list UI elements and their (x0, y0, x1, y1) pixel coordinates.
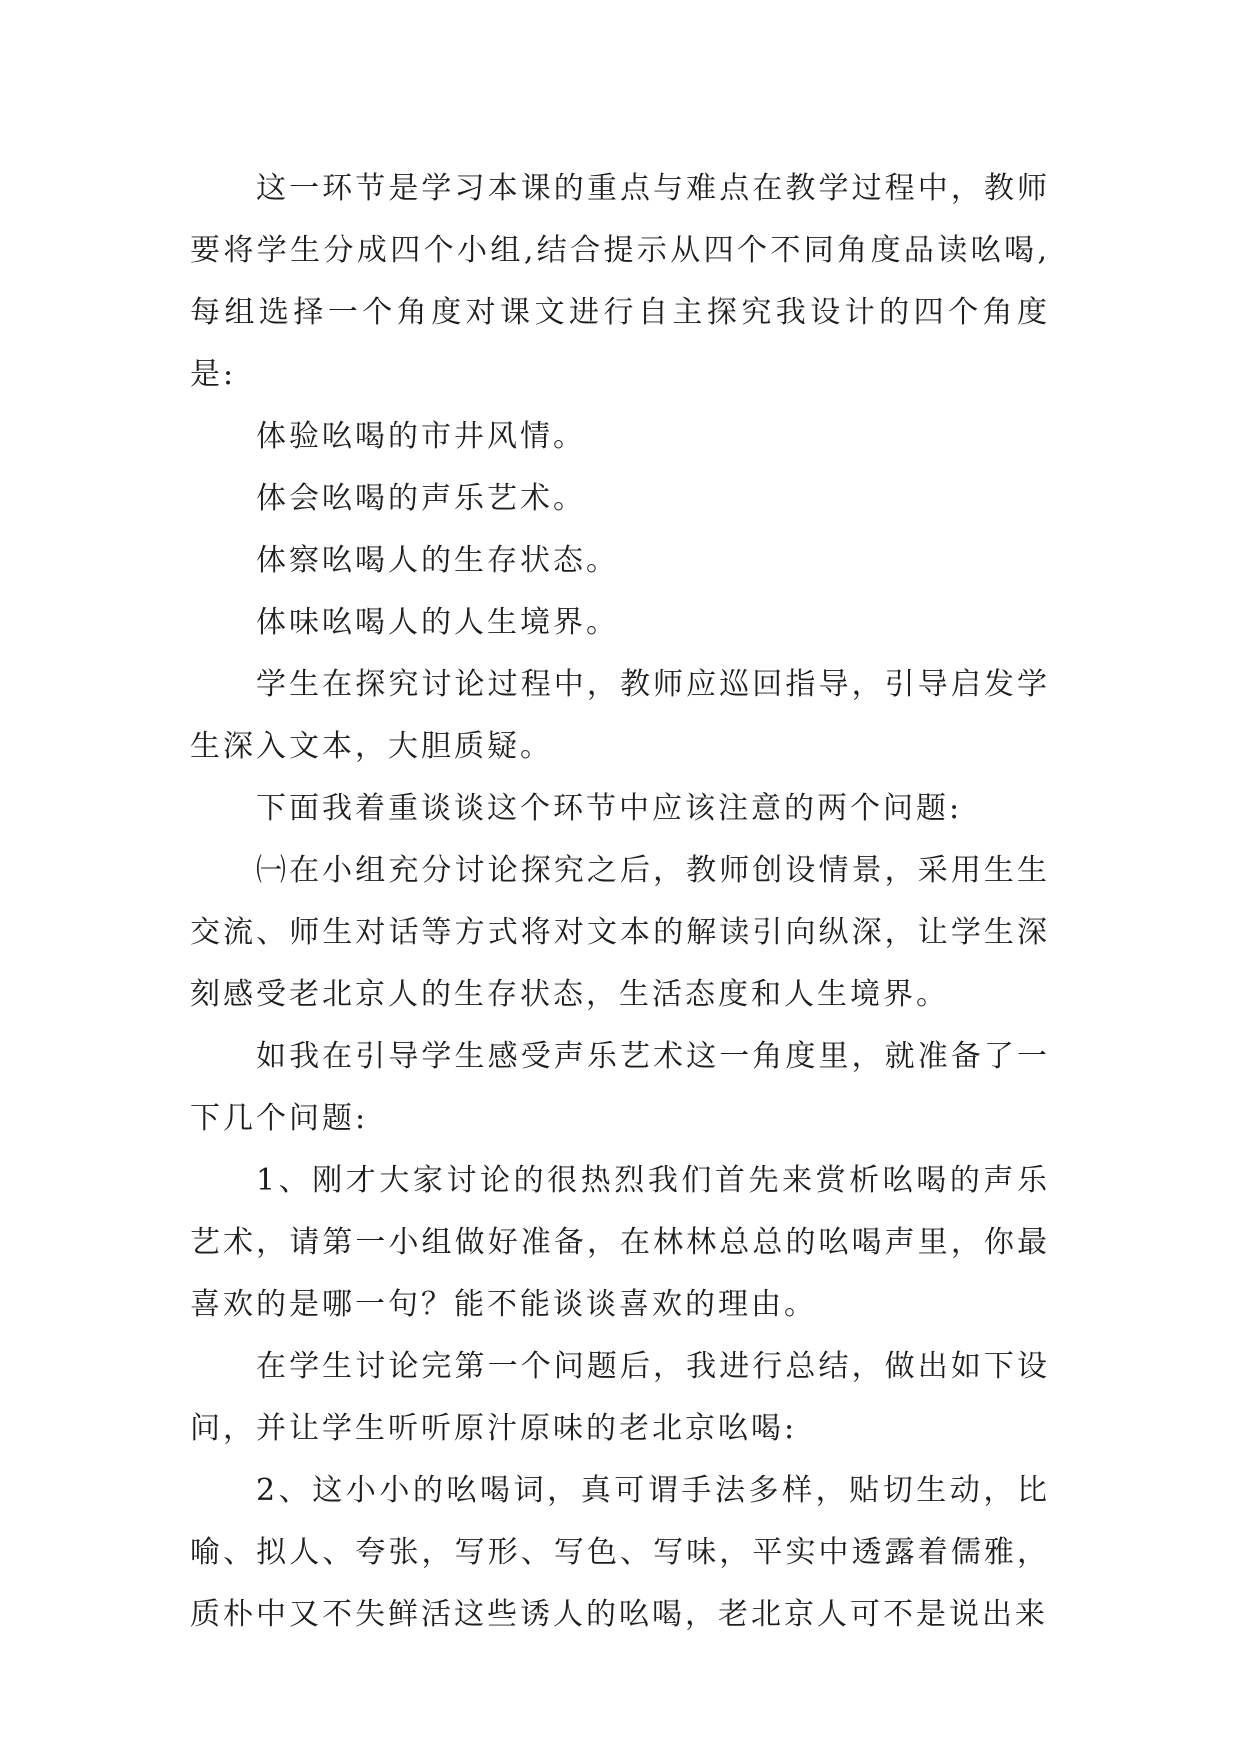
paragraph: 体味吆喝人的人生境界。 (256, 605, 619, 640)
paragraph: 下面我着重谈谈这个环节中应该注意的两个问题: (256, 791, 963, 826)
paragraph: 学生在探究讨论过程中，教师应巡回指导，引导启发学生深入文本，大胆质疑。 (190, 667, 1050, 764)
paragraph: 在学生讨论完第一个问题后，我进行总结，做出如下设问，并让学生听听原汁原味的老北京吆喝: (190, 1349, 1050, 1446)
paragraph: 体会吆喝的声乐艺术。 (256, 481, 586, 516)
paragraph: 2、这小小的吆喝词，真可谓手法多样，贴切生动，比喻、拟人、夸张，写形、写色、写味，平实中透露着儒雅，质朴中又不失鲜活这些诱人的吆喝，老北京人可不是说出来 (190, 1473, 1050, 1632)
paragraph: 1、刚才大家讨论的很热烈我们首先来赏析吆喝的声乐艺术，请第一小组做好准备，在林林总总的吆喝声里，你最喜欢的是哪一句？能不能谈谈喜欢的理由。 (190, 1163, 1050, 1322)
paragraph: 体验吆喝的市井风情。 (256, 419, 586, 454)
paragraph: ㈠在小组充分讨论探究之后，教师创设情景，采用生生交流、师生对话等方式将对文本的解读引向纵深，让学生深刻感受老北京人的生存状态，生活态度和人生境界。 (190, 853, 1050, 1012)
document-body (190, 158, 1050, 1646)
paragraph: 这一环节是学习本课的重点与难点在教学过程中，教师要将学生分成四个小组,结合提示从四个不同角度品读吆喝,每组选择一个角度对课文进行自主探究我设计的四个角度是: (190, 171, 1050, 392)
paragraph: 如我在引导学生感受声乐艺术这一角度里，就准备了一下几个问题: (190, 1039, 1050, 1136)
paragraph: 体察吆喝人的生存状态。 (256, 543, 619, 578)
